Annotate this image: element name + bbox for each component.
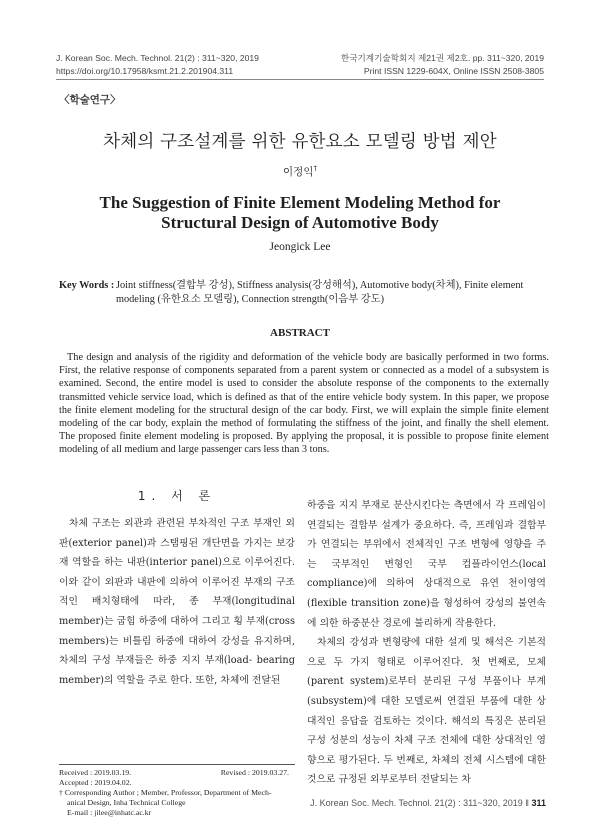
footer-separator: ‖ [525,798,529,808]
journal-header-left [56,52,259,78]
journal-header-right [341,52,544,78]
section-1-heading: 1. 서 론 [137,489,217,503]
english-title-line-2: Structural Design of Automotive Body [161,213,439,232]
journal-citation: J. Korean Soc. Mech. Technol. 21(2) : 311~320, 2019 [56,53,259,63]
header-rule [56,79,544,80]
footnote-rule [59,764,295,765]
footnote [59,768,295,818]
received-date: Received : 2019.03.19. [59,768,132,777]
intro-paragraph-1-continued: 하중을 지지 부재로 분산시킨다는 측면에서 각 프레임이 연결되는 결합부 설계가 중요하다. 즉, 프레임과 결합부가 연결되는 부위에서 전체적인 구조 변형에 영향을 주는 국부적인 변형인 국부 컴플라이언스(local compliance)에 의하여 상대적으로 유연 천이영역(flexible transition zone)을 형성하여 강성의 불연속에 의한 하중분산 경로에 불리하게 작용한다. [307,500,546,629]
corresponding-author-line-2: anical Design, Inha Technical College [67,798,186,807]
english-author: Jeongick Lee [269,241,331,253]
doi-link[interactable]: https://doi.org/10.17958/ksmt.21.2.201904.311 [56,66,234,76]
intro-paragraph-2: 차체의 강성과 변형량에 대한 설계 및 해석은 기본적으로 두 가지 형태로 이루어진다. 첫 번째로, 모체(parent system)로부터 분리된 구성 부품이나 부계(subsystem)에 대한 모델로써 연결된 부품에 대한 상대적인 응답을 검토하는 것이다. 해석의 특징은 분리된 구성 성분의 성능이 차체 구조 전체에 대한 상대적인 영향으로 평가된다. 두 번째로, 차체의 전체 시스템에 대한 것으로 규정된 외부로부터 전달되는 차 [307,637,546,786]
dates-row [59,768,295,778]
korean-author-name: 이정익 [283,166,314,178]
korean-author [0,164,600,179]
keywords-label: Key Words : [59,280,115,291]
revised-date: Revised : 2019.03.27. [220,768,289,777]
english-title [0,193,600,233]
author-email[interactable]: E-mail : jilee@inhatc.ac.kr [67,808,152,817]
journal-citation-ko: 한국기계기술학회지 제21권 제2호. pp. 311~320, 2019 [340,53,544,63]
korean-title: 차체의 구조설계를 위한 유한요소 모델링 방법 제안 [103,132,497,152]
abstract-heading: ABSTRACT [270,327,330,339]
corresponding-author-line-1: † Corresponding Author ; Member, Professor, Department of Mech- [59,788,272,797]
page-footer [310,798,546,808]
left-column [59,514,295,690]
abstract-body: The design and analysis of the rigidity and deformation of the vehicle body are basically performed in two forms. First, the relative response of components separated from a parent system or connected as a model of a subsystem is examined. Second, the entire model is used to consider the absolute response of the components to the externally transmitted vehicle service load, which is defined as that of the entire vehicle body system. In this paper, we propose the finite element modeling for the structural design of the car body. First, we will explain the simple finite element modeling of the car body, explain the method of formulating the stiffness of the joint, and finally the shell element. The proposed finite element modeling is proposed. By applying the proposal, it is possible to propose finite element modeling of all medium and large passenger cars less than 3 tons. [59,352,549,456]
right-column [307,496,546,790]
section-label: 〈학술연구〉 [59,94,121,106]
corresponding-mark: † [313,164,317,173]
keywords-text: Joint stiffness(결합부 강성), Stiffness analysis(강성해석), Automotive body(차체), Finite element modeling (유한요소 모델링), Connection strength(이음부 강도) [116,280,524,305]
intro-paragraph-1: 차체 구조는 외관과 관련된 부차적인 구조 부재인 외판(exterior panel)과 스탬핑된 개단면을 가지는 보강재 역할을 하는 내판(interior panel)으로 이루어진다. 이와 같이 외판과 내판에 의하여 이루어진 부재의 구조적인 배치형태에 따라, 종 부재(longitudinal member)는 굽힘 하중에 대하여 그리고 횡 부재(cross members)는 비틀림 하중에 대하여 강성을 유지하며, 차체의 구성 부재들은 하중 지지 부재(load- bearing member)의 역할을 주로 한다. 또한, 차체에 전달된 [59,518,295,686]
footer-citation: J. Korean Soc. Mech. Technol. 21(2) : 311~320, 2019 [310,798,523,808]
accepted-date: Accepted : 2019.04.02. [59,778,132,787]
page-number: 311 [531,798,546,808]
english-title-line-1: The Suggestion of Finite Element Modeling Method for [99,193,501,212]
issn-line: Print ISSN 1229-604X, Online ISSN 2508-3805 [363,66,544,76]
